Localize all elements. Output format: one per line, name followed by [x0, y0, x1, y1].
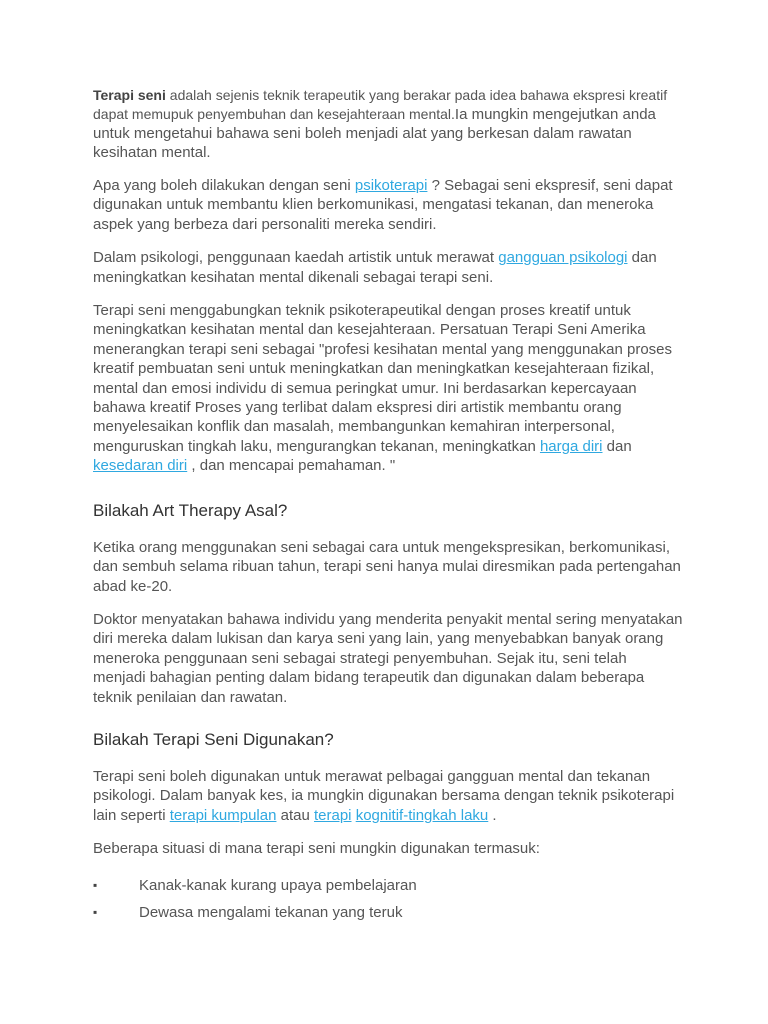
- paragraph-5: Ketika orang menggunakan seni sebagai cara untuk mengekspresikan, berkomunikasi, dan sembuh selama ribuan tahun, terapi seni hanya mulai diresmikan pada pertengahan abad ke-20.: [93, 538, 681, 595]
- heading-art-therapy-origin: Bilakah Art Therapy Asal?: [93, 500, 288, 520]
- paragraph-2: [93, 176, 683, 234]
- paragraph-3-text: Dalam psikologi, penggunaan kaedah artistik untuk merawat: [93, 249, 499, 267]
- link-terapi[interactable]: terapi: [313, 806, 352, 824]
- paragraph-3: [93, 248, 683, 287]
- paragraph-6: Doktor menyatakan bahawa individu yang menderita penyakit mental sering menyatakan diri mereka dalam lukisan dan karya seni yang lain, yang menyebabkan banyak orang meneroka penggunaan seni sebagai strategi penyembuhan. Sejak itu, seni telah menjadi bahagian penting dalam bidang terapeutik dan digunakan dalam beberapa teknik penilaian dan rawatan.: [93, 610, 683, 706]
- paragraph-2-text-end: ? Sebagai seni ekspresif, seni dapat digunakan untuk membantu klien berkomunikasi, mengatasi tekanan, dan meneroka aspek yang berbeza dari personaliti mereka sendiri.: [93, 177, 673, 233]
- paragraph-4-text: Terapi seni menggabungkan teknik psikoterapeutikal dengan proses kreatif untuk meningkatkan kesihatan mental dan kesejahteraan. Persatuan Terapi Seni Amerika menerangkan terapi seni sebagai "profesi kesihatan mental yang menggunakan proses kreatif pembuatan seni untuk meningkatkan dan meningkatkan kesejahteraan fizikal, mental dan emosi individu di semua peringkat umur. Ini berdasarkan kepercayaan bahawa kreatif Proses yang terlibat dalam ekspresi diri artistik membantu orang menyelesaikan konflik dan masalah, membangunkan kemahiran interpersonal, menguruskan tingkah laku, mengurangkan tekanan, meningkatkan: [93, 302, 673, 455]
- list-item: [93, 903, 683, 922]
- paragraph-2-text: Apa yang boleh dilakukan dengan seni: [93, 177, 355, 194]
- paragraph-4-text-end: , dan mencapai pemahaman. ": [187, 457, 396, 475]
- bullet-icon: ▪: [93, 877, 98, 892]
- link-gangguan-psikologi[interactable]: gangguan psikologi: [498, 249, 628, 267]
- link-kognitif-tingkah-laku[interactable]: kognitif-tingkah laku: [355, 806, 489, 824]
- paragraph-4: [93, 301, 683, 476]
- paragraph-4-mid: dan: [602, 437, 632, 455]
- link-harga-diri[interactable]: harga diri: [539, 437, 603, 455]
- situations-list: [93, 876, 683, 922]
- list-item: [93, 876, 683, 895]
- intro-paragraph: [93, 86, 683, 162]
- bullet-icon: ▪: [93, 904, 98, 919]
- paragraph-7-text: Terapi seni boleh digunakan untuk merawat pelbagai gangguan mental dan tekanan psikologi. Dalam banyak kes, ia mungkin digunakan bersama dengan teknik psikoterapi lain seperti: [93, 767, 675, 824]
- paragraph-7-mid: atau: [276, 806, 314, 824]
- paragraph-3-text-end: dan meningkatkan kesihatan mental dikenali sebagai terapi seni.: [93, 249, 657, 286]
- link-psikoterapi[interactable]: psikoterapi: [354, 177, 428, 194]
- list-item-text: Kanak-kanak kurang upaya pembelajaran: [139, 876, 417, 894]
- article-body: [93, 86, 683, 930]
- paragraph-8: Beberapa situasi di mana terapi seni mungkin digunakan termasuk:: [93, 840, 540, 858]
- paragraph-7-text-end: .: [488, 806, 497, 824]
- term-bold: Terapi seni: [93, 87, 166, 103]
- paragraph-7: [93, 767, 683, 825]
- heading-when-used: Bilakah Terapi Seni Digunakan?: [93, 729, 334, 749]
- intro-text-2: Ia mungkin mengejutkan anda untuk mengetahui bahawa seni boleh menjadi alat yang berkesan dalam rawatan kesihatan mental.: [93, 106, 656, 161]
- list-item-text: Dewasa mengalami tekanan yang teruk: [139, 903, 403, 921]
- link-kesedaran-diri[interactable]: kesedaran diri: [93, 457, 188, 475]
- intro-text: adalah sejenis teknik terapeutik yang berakar pada idea bahawa ekspresi kreatif dapat memupuk penyembuhan dan kesejahteraan mental.: [93, 87, 668, 122]
- link-terapi-kumpulan[interactable]: terapi kumpulan: [169, 806, 277, 824]
